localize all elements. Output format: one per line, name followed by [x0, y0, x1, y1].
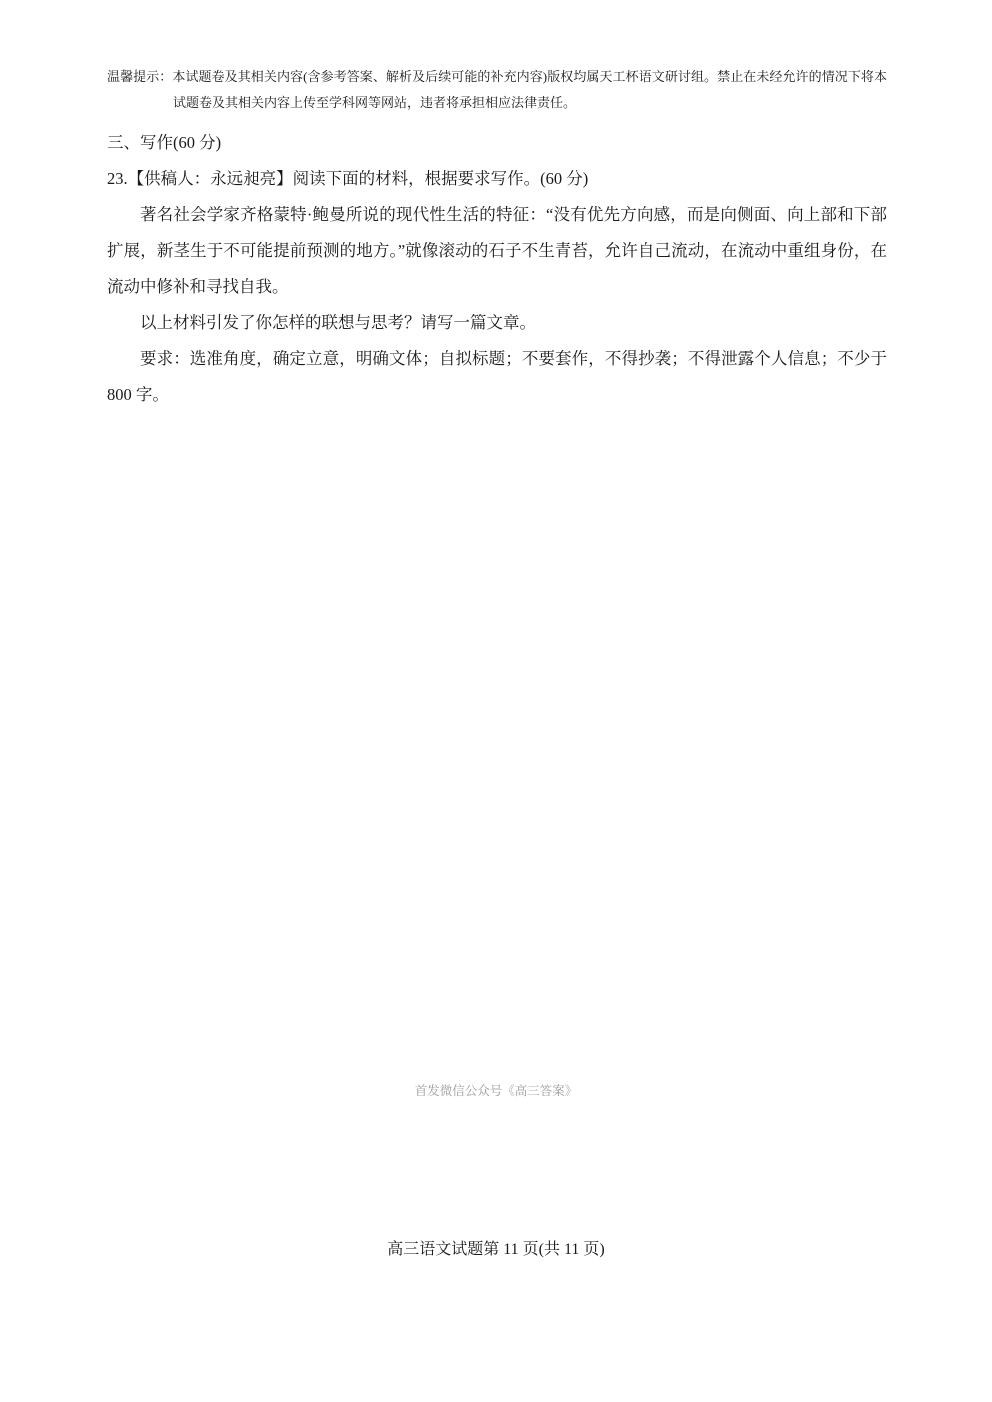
- material-paragraph: 著名社会学家齐格蒙特·鲍曼所说的现代性生活的特征：“没有优先方向感，而是向侧面、向上部和下部扩展，新茎生于不可能提前预测的地方。”就像滚动的石子不生青苔，允许自己流动，在流动中重组身份，在流动中修补和寻找自我。: [107, 205, 887, 296]
- notice-text: 本试题卷及其相关内容(含参考答案、解析及后续可能的补充内容)版权均属天工杯语文研讨组。禁止在未经允许的情况下将本试题卷及其相关内容上传至学科网等网站，违者将承担相应法律责任。: [172, 69, 887, 110]
- page-number-footer: 高三语文试题第 11 页(共 11 页): [387, 1241, 605, 1258]
- question-23-stem: 23.【供稿人：永远昶亮】阅读下面的材料，根据要求写作。(60 分): [107, 169, 589, 188]
- copyright-notice: [107, 64, 887, 116]
- prompt-paragraph: 以上材料引发了你怎样的联想与思考？请写一篇文章。: [140, 313, 536, 332]
- section-heading-writing: 三、写作(60 分): [107, 133, 222, 152]
- wechat-account-note: 首发微信公众号《高三答案》: [414, 1084, 578, 1098]
- requirements-paragraph: 要求：选准角度，确定立意，明确文体；自拟标题；不要套作，不得抄袭；不得泄露个人信息；不少于 800 字。: [107, 349, 887, 404]
- notice-label: 温馨提示：: [107, 69, 173, 84]
